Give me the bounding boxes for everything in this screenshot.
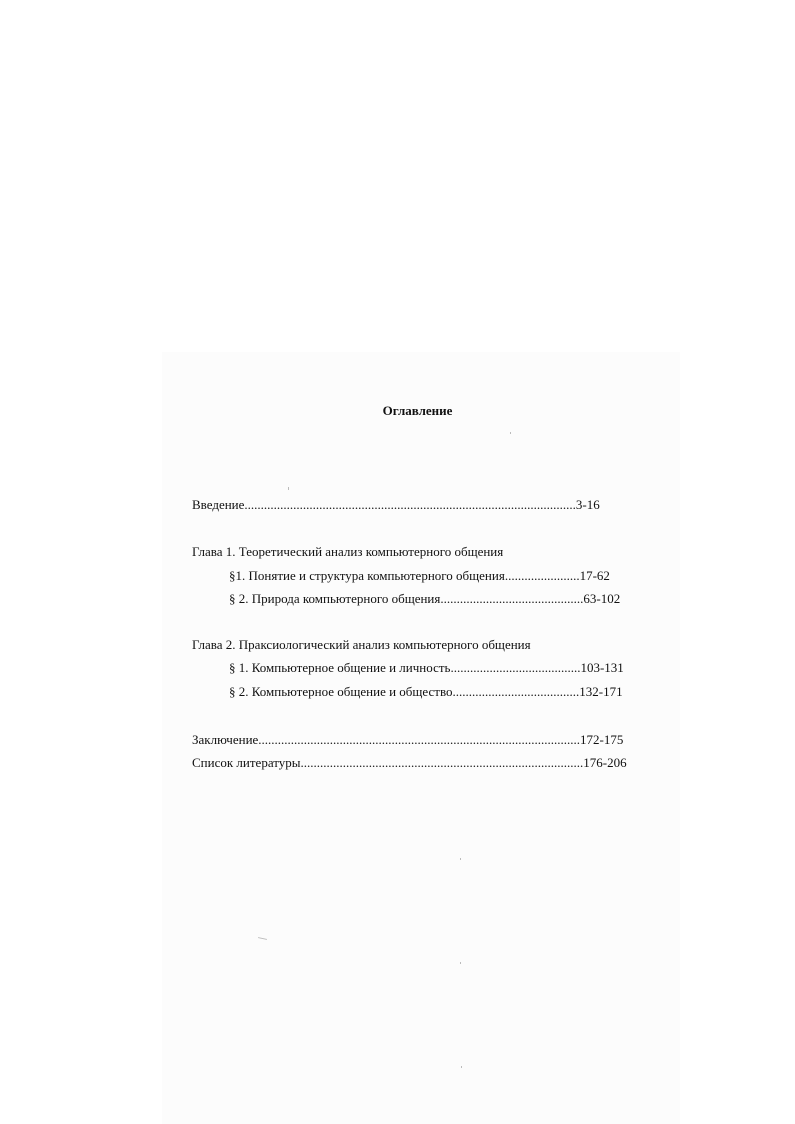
toc-chapter-2: Глава 2. Праксиологический анализ компьютерного общения bbox=[192, 637, 531, 652]
scan-speck bbox=[460, 962, 461, 964]
toc-entry-conclusion: Заключение...................................................................................................172-175 bbox=[192, 732, 624, 747]
toc-section-1-1: §1. Понятие и структура компьютерного общения.......................17-62 bbox=[229, 568, 610, 583]
scan-speck bbox=[288, 487, 289, 490]
toc-section-1-2: § 2. Природа компьютерного общения............................................63-102 bbox=[229, 591, 621, 606]
toc-section-2-1: § 1. Компьютерное общение и личность........................................103-131 bbox=[229, 660, 624, 675]
toc-entry-bibliography: Список литературы.......................................................................................176-206 bbox=[192, 755, 627, 770]
scan-speck bbox=[510, 432, 511, 434]
toc-title: Оглавление bbox=[382, 403, 453, 418]
toc-chapter-1: Глава 1. Теоретический анализ компьютерного общения bbox=[192, 544, 504, 559]
scan-speck bbox=[461, 1066, 462, 1068]
scan-speck bbox=[460, 858, 461, 860]
toc-entry-intro: Введение......................................................................................................3-16 bbox=[192, 497, 600, 512]
toc-section-2-2: § 2. Компьютерное общение и общество.......................................132-171 bbox=[229, 684, 623, 699]
